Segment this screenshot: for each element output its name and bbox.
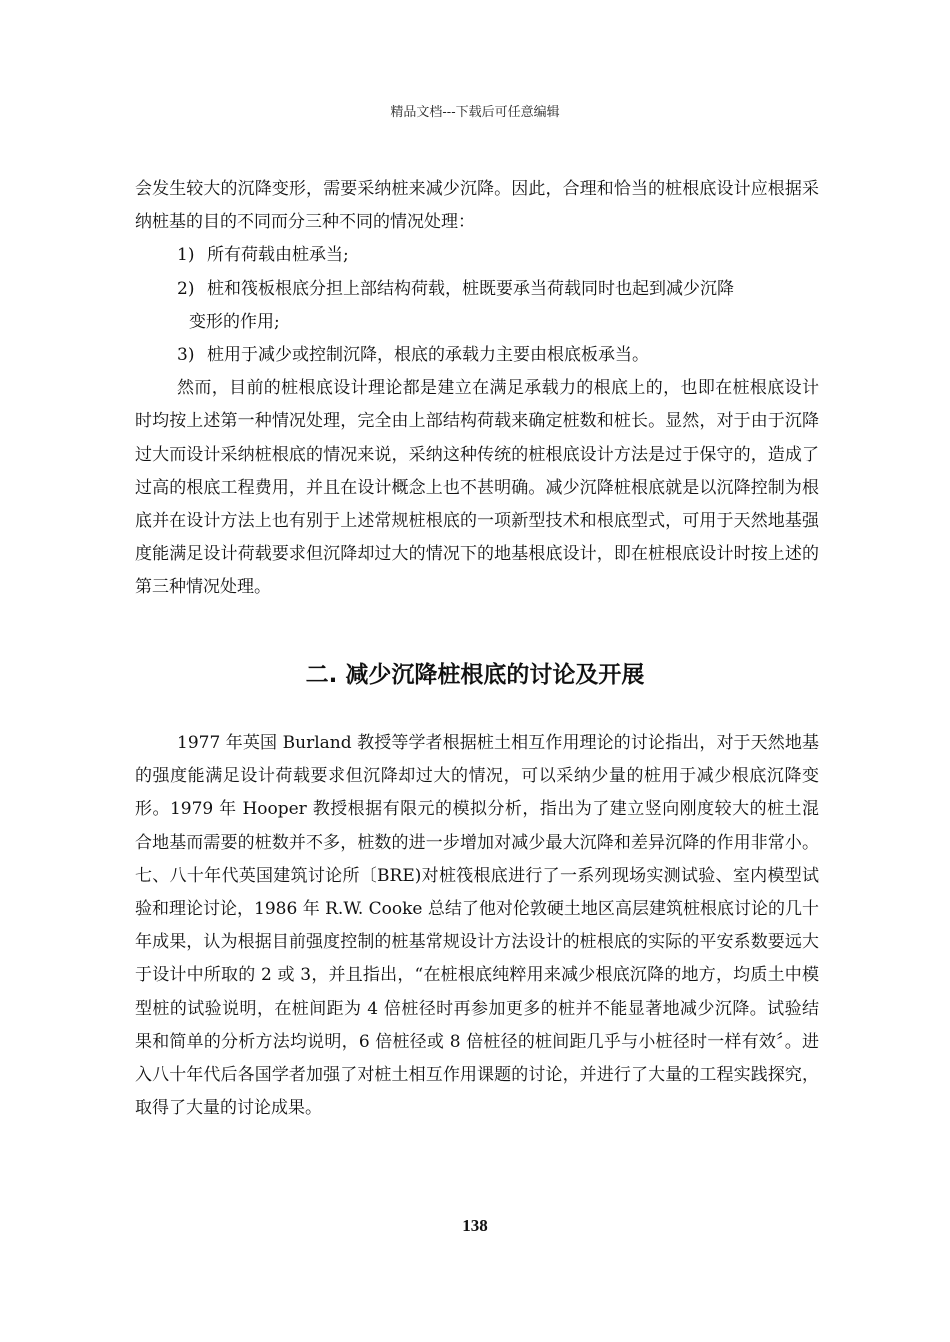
list-text: 桩用于减少或控制沉降，根底的承载力主要由根底板承当。 — [207, 345, 649, 366]
list-number: 2) — [177, 278, 195, 299]
page-number: 138 — [462, 1216, 488, 1235]
list-number: 1) — [177, 245, 195, 266]
list-text: 所有荷载由桩承当; — [207, 245, 349, 266]
list-item — [135, 239, 819, 272]
section2-body — [135, 727, 819, 1125]
list-text-continuation: 变形的作用; — [189, 311, 280, 332]
list-item — [135, 273, 819, 339]
list-number: 3) — [177, 345, 195, 366]
list-text: 桩和筏板根底分担上部结构荷载，桩既要承当荷载同时也起到减少沉降 — [207, 278, 734, 299]
body-paragraph: 然而，目前的桩根底设计理论都是建立在满足承载力的根底上的，也即在桩根底设计时均按上述第一种情况处理，完全由上部结构荷载来确定桩数和桩长。显然，对于由于沉降过大而设计采纳桩根底的情况来说，采纳这种传统的桩根底设计方法是过于保守的，造成了过高的根底工程费用，并且在设计概念上也不甚明确。减少沉降桩根底就是以沉降控制为根底并在设计方法上也有别于上述常规桩根底的一项新型技术和根底型式，可用于天然地基强度能满足设计荷载要求但沉降却过大的情况下的地基根底设计，即在桩根底设计时按上述的第三种情况处理。 — [135, 378, 819, 598]
section1-body — [135, 173, 819, 605]
body-paragraph: 1977 年英国 Burland 教授等学者根据桩土相互作用理论的讨论指出，对于天然地基的强度能满足设计荷载要求但沉降却过大的情况，可以采纳少量的桩用于减少根底沉降变形。1979 年 Hooper 教授根据有限元的模拟分析，指出为了建立竖向刚度较大的桩土混合地基而需要的桩数并不多，桩数的进一步增加对减少最大沉降和差异沉降的作用非常小。七、八十年代英国建筑讨论所〔BRE)对桩筏根底进行了一系列现场实测试验、室内模型试验和理论讨论，1986 年 R.W. Cooke 总结了他对伦敦硬土地区高层建筑桩根底讨论的几十年成果，认为根据目前强度控制的桩基常规设计方法设计的桩根底的实际的平安系数要远大于设计中所取的 2 或 3，并且指出，“在桩根底纯粹用来减少根底沉降的地方，均质土中模型桩的试验说明，在桩间距为 4 倍桩径时再参加更多的桩并不能显著地减少沉降。试验结果和简单的分析方法均说明，6 倍桩径或 8 倍桩径的桩间距几乎与小桩径时一样有效〞。进入八十年代后各国学者加强了对桩土相互作用课题的讨论，并进行了大量的工程实践探究，取得了大量的讨论成果。 — [135, 733, 819, 1119]
list-item — [135, 339, 819, 372]
section-heading: 二. 减少沉降桩根底的讨论及开展 — [305, 662, 645, 688]
page-header: 精品文档---下载后可任意编辑 — [390, 105, 560, 120]
intro-paragraph: 会发生较大的沉降变形，需要采纳桩来减少沉降。因此，合理和恰当的桩根底设计应根据采纳桩基的目的不同而分三种不同的情况处理： — [135, 179, 819, 233]
